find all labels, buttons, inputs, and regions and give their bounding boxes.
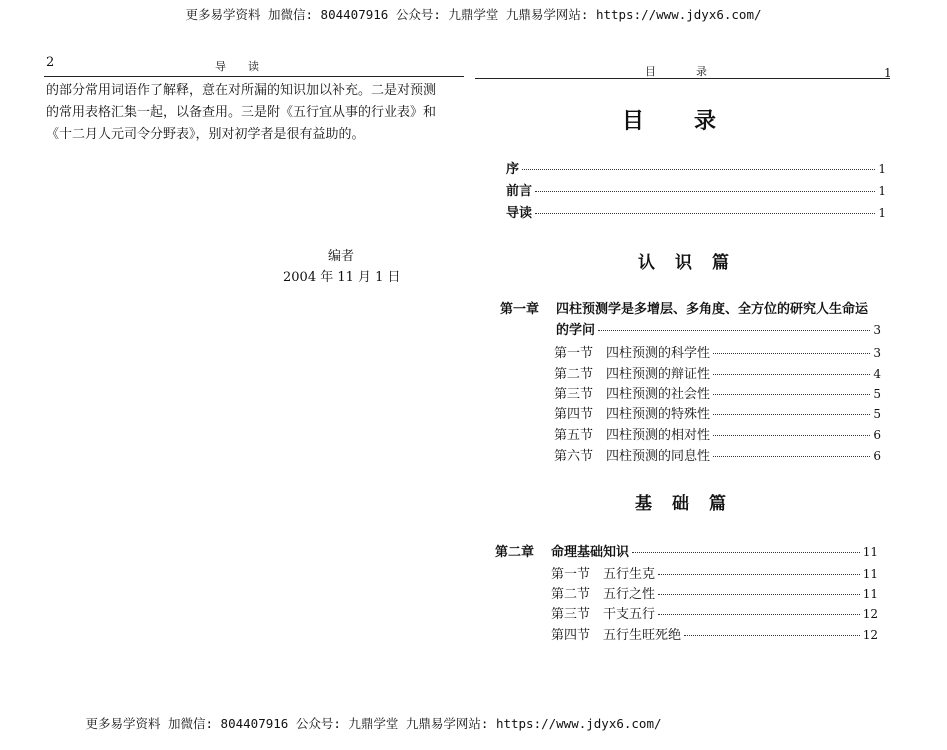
- toc-section[interactable]: [551, 563, 878, 582]
- section-number: 第三节: [551, 607, 591, 622]
- editor-date: 2004 年 11 月 1 日: [283, 270, 401, 285]
- leader-dots: [713, 374, 870, 375]
- chapter-title-cont: 的学问: [556, 323, 596, 338]
- toc-entry-label: 前言: [506, 184, 533, 199]
- toc-entry-page: 12: [862, 628, 878, 642]
- toc-section[interactable]: [554, 342, 881, 361]
- right-header-rule: [475, 78, 890, 79]
- section-title: 五行生旺死绝: [603, 628, 682, 643]
- toc-entry-page: 3: [873, 346, 881, 360]
- chapter-number: 第一章: [500, 302, 540, 317]
- part-title: 基础篇: [635, 494, 746, 514]
- toc-section[interactable]: [554, 383, 881, 402]
- toc-entry-page: 11: [862, 587, 878, 601]
- section-number: 第一节: [554, 346, 594, 361]
- toc-entry-page: 6: [873, 428, 881, 442]
- section-title: 四柱预测的辩证性: [606, 367, 711, 382]
- chapter-number: 第二章: [495, 545, 535, 560]
- section-title: 四柱预测的同息性: [606, 449, 711, 464]
- leader-dots: [658, 614, 860, 615]
- part-title: 认识篇: [638, 253, 749, 273]
- leader-dots: [658, 574, 860, 575]
- chapter-2-title-line[interactable]: [495, 541, 878, 560]
- right-page-header: 目录: [645, 65, 747, 78]
- toc-entry-page: 11: [862, 545, 878, 559]
- paragraph-line: 《十二月人元司令分野表》，别对初学者是很有益助的。: [46, 127, 365, 142]
- section-title: 干支五行: [603, 607, 656, 622]
- section-title: 四柱预测的相对性: [606, 428, 711, 443]
- left-page-header: 导读: [215, 60, 281, 73]
- leader-dots: [522, 169, 875, 170]
- toc-entry-page: 5: [873, 387, 881, 401]
- toc-entry-label: 序: [506, 162, 520, 177]
- toc-entry-guide[interactable]: [506, 202, 886, 221]
- section-number: 第六节: [554, 449, 594, 464]
- right-page: [470, 0, 947, 750]
- leader-dots: [632, 552, 860, 553]
- left-page: [0, 0, 470, 750]
- section-number: 第三节: [554, 387, 594, 402]
- leader-dots: [713, 435, 870, 436]
- leader-dots: [713, 456, 870, 457]
- section-title: 五行之性: [603, 587, 656, 602]
- toc-entry-foreword[interactable]: [506, 180, 886, 199]
- watermark-banner-top: 更多易学资料 加微信: 804407916 公众号: 九鼎学堂 九鼎易学网站: https://www.jdyx6.com/: [185, 7, 762, 22]
- leader-dots: [713, 394, 870, 395]
- section-title: 四柱预测的科学性: [606, 346, 711, 361]
- section-number: 第一节: [551, 567, 591, 582]
- toc-entry-preface[interactable]: [506, 158, 886, 177]
- toc-entry-page: 12: [862, 607, 878, 621]
- toc-entry-page: 5: [873, 407, 881, 421]
- paragraph-line: 的常用表格汇集一起，以备查用。三是附《五行宜从事的行业表》和: [46, 105, 437, 120]
- leader-dots: [684, 635, 860, 636]
- toc-entry-label: 导读: [506, 206, 533, 221]
- toc-title: 目录: [622, 109, 767, 134]
- toc-section[interactable]: [554, 403, 881, 422]
- leader-dots: [658, 594, 860, 595]
- toc-entry-page: 1: [878, 162, 886, 176]
- toc-entry-page: 1: [878, 184, 886, 198]
- section-title: 四柱预测的特殊性: [606, 407, 711, 422]
- section-title: 四柱预测的社会性: [606, 387, 711, 402]
- watermark-banner-bottom: 更多易学资料 加微信: 804407916 公众号: 九鼎学堂 九鼎易学网站: https://www.jdyx6.com/: [85, 716, 662, 731]
- toc-section[interactable]: [551, 583, 878, 602]
- right-page-number: 1: [884, 66, 892, 80]
- chapter-1-title-cont[interactable]: [556, 319, 881, 338]
- editor-signature: 编者: [328, 249, 355, 264]
- toc-entry-page: 11: [862, 567, 878, 581]
- toc-entry-page: 1: [878, 206, 886, 220]
- toc-section[interactable]: [554, 445, 881, 464]
- paragraph-line: 的部分常用词语作了解释，意在对所漏的知识加以补充。二是对预测: [46, 83, 437, 98]
- section-number: 第二节: [554, 367, 594, 382]
- toc-entry-page: 6: [873, 449, 881, 463]
- leader-dots: [598, 330, 870, 331]
- leader-dots: [535, 213, 875, 214]
- toc-section[interactable]: [554, 424, 881, 443]
- toc-entry-page: 3: [873, 323, 881, 337]
- leader-dots: [713, 353, 870, 354]
- toc-section[interactable]: [551, 624, 878, 643]
- chapter-title: 命理基础知识: [551, 545, 630, 560]
- leader-dots: [535, 191, 875, 192]
- chapter-title: 四柱预测学是多增层、多角度、全方位的研究人生命运: [556, 302, 869, 317]
- left-page-number: 2: [46, 55, 55, 70]
- section-title: 五行生克: [603, 567, 656, 582]
- section-number: 第四节: [551, 628, 591, 643]
- toc-section[interactable]: [551, 603, 878, 622]
- toc-section[interactable]: [554, 363, 881, 382]
- section-number: 第二节: [551, 587, 591, 602]
- leader-dots: [713, 414, 870, 415]
- chapter-1-title-line[interactable]: [500, 298, 890, 317]
- toc-entry-page: 4: [873, 367, 881, 381]
- section-number: 第五节: [554, 428, 594, 443]
- section-number: 第四节: [554, 407, 594, 422]
- left-header-rule: [44, 76, 464, 77]
